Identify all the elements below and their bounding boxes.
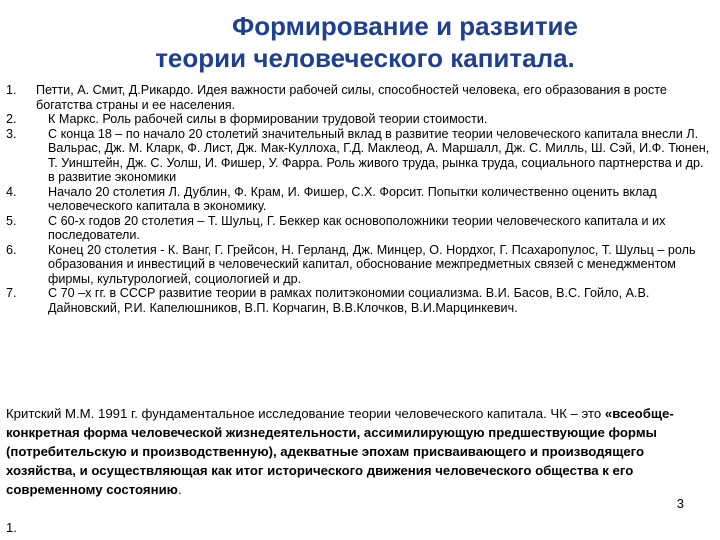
list-item-number: 7.: [6, 286, 17, 300]
list-item-number: 3.: [6, 126, 17, 141]
slide-title: [0, 10, 720, 74]
list-item-text: К Маркс. Роль рабочей силы в формировании трудовой теории стоимости.: [48, 112, 488, 126]
list-item-text: С 70 –х гг. в СССР развитие теории в рамках политэкономии социализма. В.И. Басов, В.С. Гойло, А.В. Дайновский, Р.И. Капелюшников, В.П. Корчагин, В.В.Клочков, В.И.Марцинкевич.: [48, 286, 650, 315]
list-item: [0, 127, 712, 185]
history-list: [0, 83, 712, 315]
definition-paragraph: [6, 404, 712, 499]
list-item-number: 1.: [6, 83, 17, 97]
definition-lead: Критский М.М. 1991 г. фундаментальное исследование теории человеческого капитала. ЧК – это: [6, 406, 605, 421]
list-item-text: С 60-х годов 20 столетия – Т. Шульц, Г. Беккер как основоположники теории человеческого капитала и их последователи.: [48, 213, 666, 242]
list-item-text: С конца 18 – по начало 20 столетий значительный вклад в развитие теории человеческого капитала внесли Л. Вальрас, Дж. М. Кларк, Ф. Лист, Дж. Мак-Куллоха, Г.Д. Маклеод, А. Маршалл, Дж. С. Милль, Ш. Сэй, И.Ф. Тюнен, Т. Уинштейн, Дж. С. Уолш, И. Фишер, У. Фарра. Роль живого труда, рынка труда, социального партнерства и др. в развитие экономики: [48, 126, 710, 184]
list-item: [0, 286, 712, 315]
list-item-number: 2.: [6, 112, 17, 126]
list-item: [0, 185, 712, 214]
slide-title-line-1: Формирование и развитие: [232, 11, 578, 41]
list-item: [0, 83, 712, 112]
definition-tail: .: [177, 482, 182, 497]
footer-number: 1.: [6, 520, 17, 535]
list-item-number: 4.: [6, 184, 17, 199]
page-number: 3: [676, 496, 684, 511]
list-item-number: 6.: [6, 242, 17, 257]
list-item-text: Петти, А. Смит, Д.Рикардо. Идея важности рабочей силы, способностей человека, его образования в росте богатства страны и ее населения.: [36, 83, 667, 112]
definition-bold: «всеобще-конкретная форма человеческой жизнедеятельности, ассимилирующую предшествующие формы (потребительскую и производственную), адекватные эпохам присваивающего и производящего хозяйства, и осуществляющая как итог исторического движения человеческого общества к его современному состоянию: [6, 406, 674, 497]
list-item-number: 5.: [6, 213, 17, 228]
list-item-text: Конец 20 столетия - К. Ванг, Г. Грейсон, Н. Герланд, Дж. Минцер, О. Нордхог, Г. Псахаропулос, Т. Шульц – роль образования и инвестиций в человеческий капитал, обоснование межпредметных связей с менеджментом фирмы, культурологией, социологией и др.: [48, 242, 696, 286]
list-item: [0, 112, 712, 127]
list-item-text: Начало 20 столетия Л. Дублин, Ф. Крам, И. Фишер, С.Х. Форсит. Попытки количественно оценить вклад человеческого капитала в экономику.: [48, 184, 657, 213]
slide-title-line-2: теории человеческого капитала.: [155, 43, 575, 73]
list-item: [0, 214, 712, 243]
list-item: [0, 243, 712, 287]
